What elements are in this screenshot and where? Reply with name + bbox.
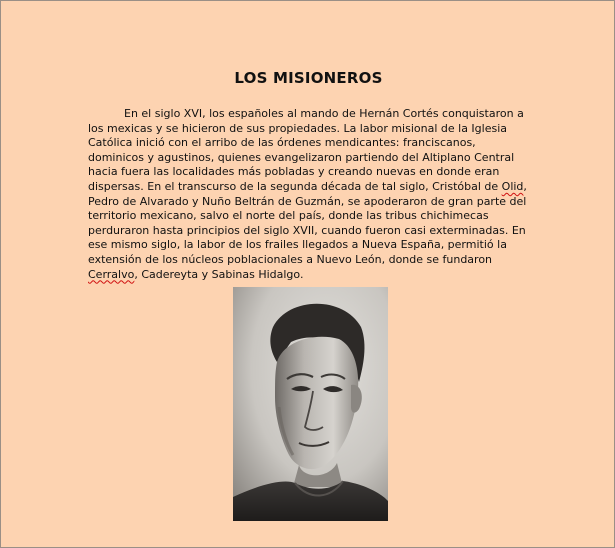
misspelled-word-cerralvo[interactable]: Cerralvo: [88, 267, 135, 281]
missionary-portrait-image: [233, 287, 388, 521]
paragraph-text-part-3: , Cadereyta y Sabinas Hidalgo.: [134, 267, 304, 281]
misspelled-word-olid[interactable]: Olid: [501, 179, 524, 193]
document-title: LOS MISIONEROS: [234, 69, 383, 87]
paragraph-text-part-2: , Pedro de Alvarado y Nuño Beltrán de Guzmán, se apoderaron de gran parte del territorio mexicano, salvo el norte del país, donde las tribus chichimecas perduraron hasta principios del siglo XVII, cuando fueron casi exterminadas. En ese mismo siglo, la labor de los frailes llegados a Nueva España, permitió la extensión de los núcleos poblacionales a Nuevo León, donde se fundaron: [88, 179, 527, 266]
paragraph-text-part-1: En el siglo XVI, los españoles al mando de Hernán Cortés conquistaron a los mexicas y se hicieron de sus propiedades. La labor misional de la Iglesia Católica inició con el arribo de las órdenes mendicantes: franciscanos, dominicos y agustinos, quienes evangelizaron partiendo del Altiplano Central hacia fuera las localidades más pobladas y creando nuevas en donde eran dispersas. En el transcurso de la segunda década de tal siglo, Cristóbal de: [88, 107, 524, 193]
body-paragraph: [88, 107, 534, 282]
portrait-drawing: [233, 287, 388, 521]
